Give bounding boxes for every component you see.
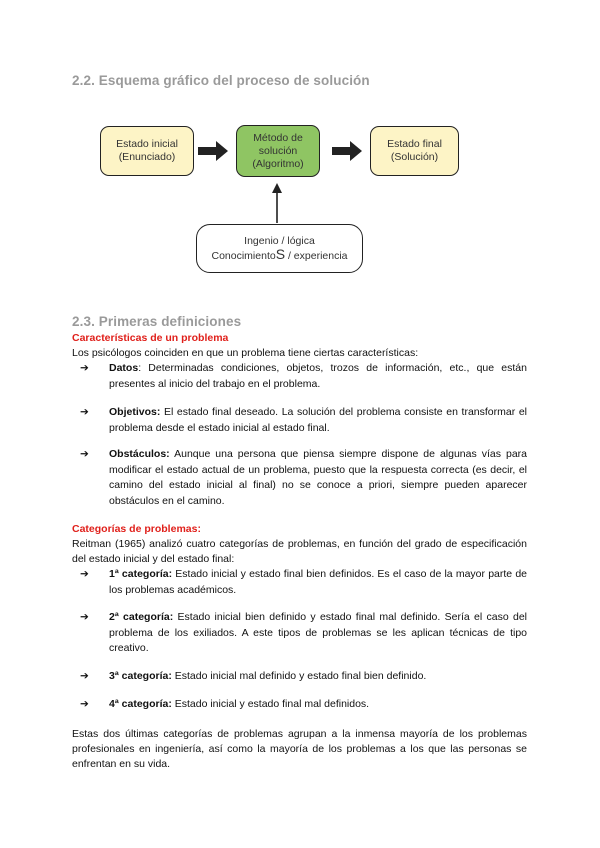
item-term: 3ª categoría: bbox=[109, 670, 172, 682]
knowledge-box bbox=[196, 224, 363, 273]
item-term: 2ª categoría: bbox=[109, 611, 174, 623]
list-item bbox=[80, 405, 527, 436]
arrow-bullet-icon: ➔ bbox=[80, 406, 89, 418]
knowledge-label: Ingenio / lógica bbox=[244, 234, 315, 247]
knowledge-experience: / experiencia bbox=[285, 249, 348, 262]
knowledge-big-s: S bbox=[275, 245, 286, 262]
item-term: Objetivos: bbox=[109, 406, 161, 418]
knowledge-word: Conocimiento bbox=[211, 249, 276, 262]
item-text: El estado final deseado. La solución del problema consiste en transformar el problema desde el estado inicial al estado final. bbox=[109, 406, 527, 434]
list-item bbox=[80, 447, 527, 509]
item-text: Estado inicial bien definido y estado final mal definido. Sería el caso del problema de los exiliados. A este tipos de problemas se les aplican técnicas de tipo creativo. bbox=[109, 611, 528, 654]
final-state-box bbox=[370, 126, 459, 176]
initial-state-box bbox=[100, 126, 194, 176]
arrow-up-icon bbox=[270, 183, 284, 223]
list-item bbox=[80, 361, 527, 392]
item-text: Estado inicial mal definido y estado final bien definido. bbox=[171, 670, 427, 682]
arrow-bullet-icon: ➔ bbox=[80, 362, 89, 374]
initial-state-label: Estado inicial bbox=[116, 138, 178, 150]
section-2-3-title: 2.3. Primeras definiciones bbox=[72, 314, 242, 329]
final-state-label: Estado final bbox=[387, 138, 442, 150]
list-item bbox=[80, 669, 527, 685]
arrow-bullet-icon: ➔ bbox=[80, 698, 89, 710]
initial-state-sublabel: (Enunciado) bbox=[118, 151, 176, 163]
item-term: Datos bbox=[109, 362, 139, 374]
arrow-right-2-icon bbox=[332, 141, 364, 161]
characteristics-subtitle: Características de un problema bbox=[72, 332, 229, 344]
item-text: Estado inicial y estado final bien definidos. Es el caso de la mayor parte de los problemas académicos. bbox=[109, 568, 527, 596]
item-term: 1ª categoría: bbox=[109, 568, 173, 580]
item-term: 4ª categoría: bbox=[109, 698, 172, 710]
list-item bbox=[80, 697, 527, 713]
list-item bbox=[80, 610, 527, 657]
arrow-bullet-icon: ➔ bbox=[80, 448, 89, 460]
final-state-sublabel: (Solución) bbox=[390, 151, 439, 163]
item-term: Obstáculos: bbox=[109, 448, 170, 460]
item-text: : Determinadas condiciones, objetos, trozos de información, etc., que están presentes al inicio del trabajo en el problema. bbox=[109, 362, 527, 390]
item-text: Aunque una persona que piensa siempre dispone de algunas vías para modificar el estado actual de un problema, puesto que la respuesta correcta (es decir, el camino del estado inicial al final) no se conoce a priori, siempre pueden aparecer obstáculos en el camino. bbox=[109, 448, 527, 507]
knowledge-sublabel bbox=[211, 245, 348, 263]
item-text: Estado inicial y estado final mal definidos. bbox=[171, 698, 370, 710]
arrow-right-1-icon bbox=[198, 141, 230, 161]
list-item bbox=[80, 567, 527, 598]
arrow-bullet-icon: ➔ bbox=[80, 611, 89, 623]
method-label: Método de bbox=[253, 131, 303, 144]
arrow-bullet-icon: ➔ bbox=[80, 670, 89, 682]
categories-subtitle: Categorías de problemas: bbox=[72, 523, 201, 535]
section-2-2-title: 2.2. Esquema gráfico del proceso de solución bbox=[72, 73, 370, 88]
closing-paragraph: Estas dos últimas categorías de problemas agrupan a la inmensa mayoría de los problemas profesionales en ingeniería, así como la mayoría de los problemas a los que las personas se enfrentan en su vida. bbox=[72, 728, 527, 770]
method-sublabel: (Algoritmo) bbox=[252, 157, 304, 170]
categories-intro: Reitman (1965) analizó cuatro categorías de problemas, en función del grado de especificación del estado inicial y del estado final: bbox=[72, 538, 527, 565]
characteristics-intro: Los psicólogos coinciden en que un problema tiene ciertas características: bbox=[72, 347, 419, 359]
arrow-bullet-icon: ➔ bbox=[80, 568, 89, 580]
method-box bbox=[236, 125, 320, 177]
method-label-2: solución bbox=[258, 144, 298, 157]
